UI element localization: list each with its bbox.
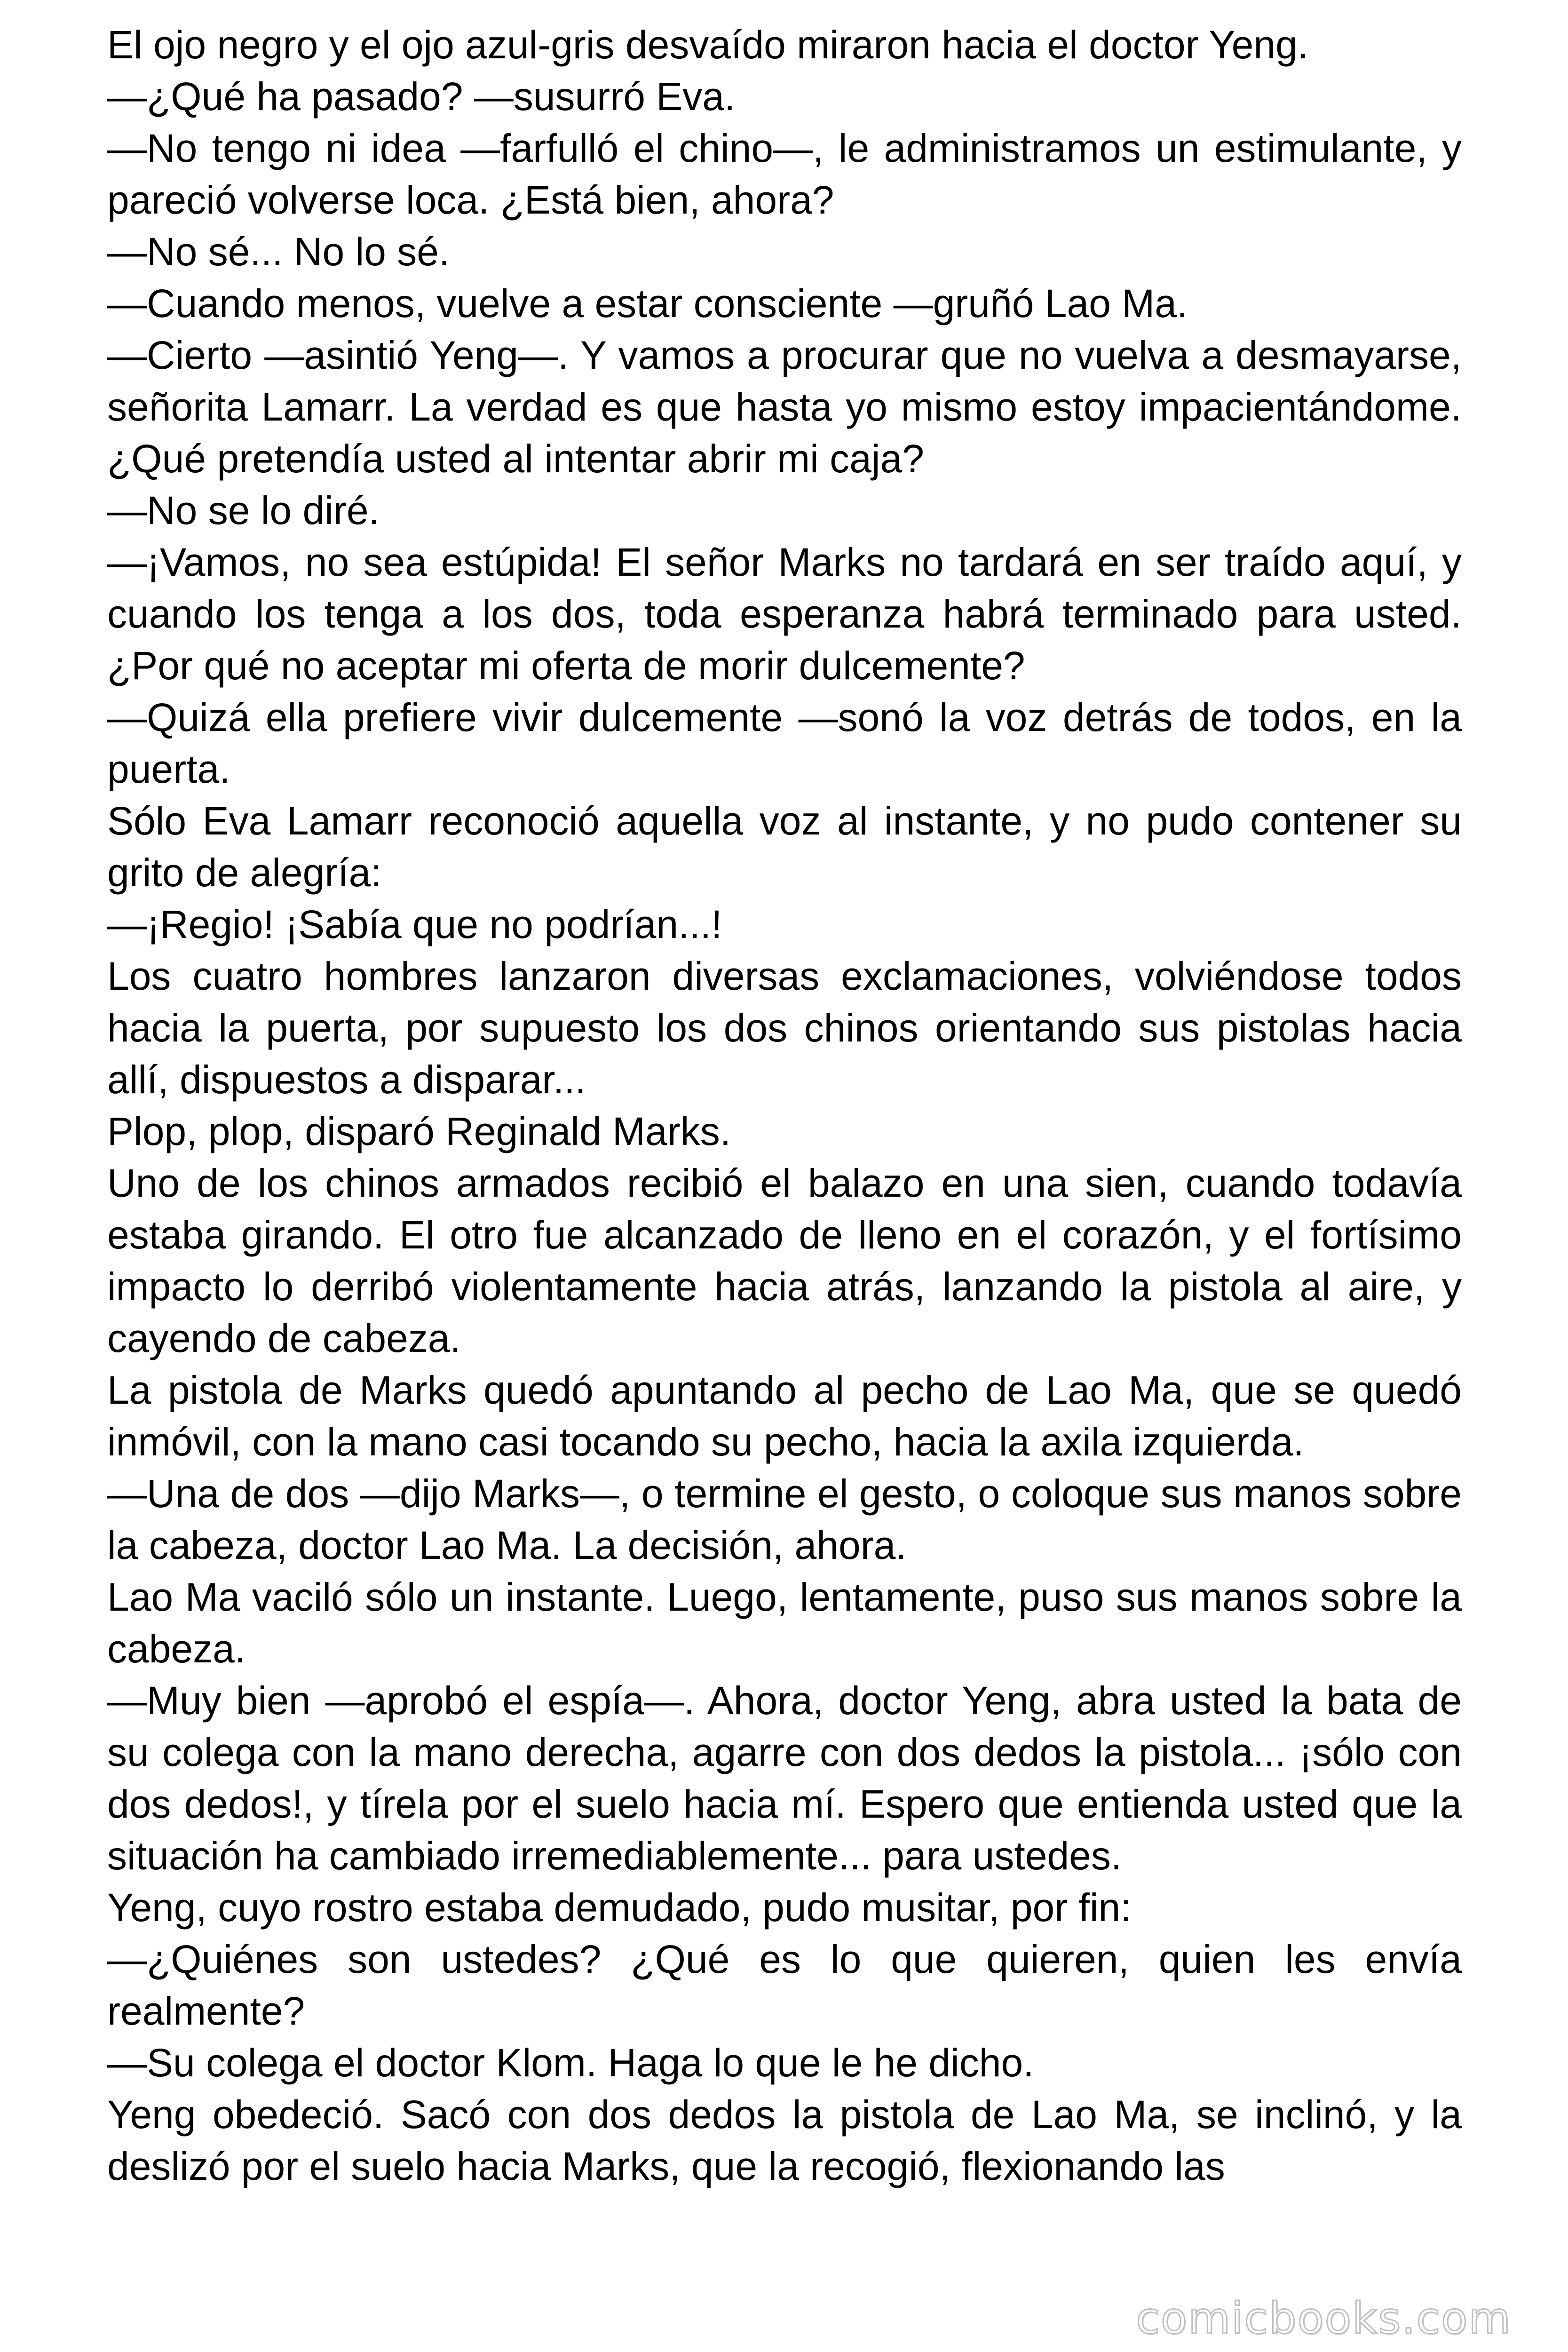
- paragraph: —No tengo ni idea —farfulló el chino—, le administramos un estimulante, y pareció volverse loca. ¿Está bien, ahora?: [107, 126, 1462, 222]
- paragraph: Yeng obedeció. Sacó con dos dedos la pistola de Lao Ma, se inclinó, y la deslizó por el suelo hacia Marks, que la recogió, flexionando las: [107, 2092, 1462, 2188]
- paragraph: —¿Quiénes son ustedes? ¿Qué es lo que quieren, quien les envía realmente?: [107, 1937, 1462, 2033]
- paragraph: Yeng, cuyo rostro estaba demudado, pudo musitar, por fin:: [107, 1885, 1132, 1930]
- paragraph: —Muy bien —aprobó el espía—. Ahora, doctor Yeng, abra usted la bata de su colega con la mano derecha, agarre con dos dedos la pistola... ¡sólo con dos dedos!, y tírela por el suelo hacia mí. Espero que entienda usted que la situación ha cambiado irremediablemente... para ustedes.: [107, 1678, 1462, 1878]
- paragraph: —Quizá ella prefiere vivir dulcemente —sonó la voz detrás de todos, en la puerta.: [107, 695, 1462, 791]
- paragraph: La pistola de Marks quedó apuntando al pecho de Lao Ma, que se quedó inmóvil, con la mano casi tocando su pecho, hacia la axila izquierda.: [107, 1368, 1462, 1464]
- paragraph: —¡Vamos, no sea estúpida! El señor Marks no tardará en ser traído aquí, y cuando los tenga a los dos, toda esperanza habrá terminado para usted. ¿Por qué no aceptar mi oferta de morir dulcemente?: [107, 540, 1462, 688]
- paragraph: El ojo negro y el ojo azul-gris desvaído miraron hacia el doctor Yeng.: [107, 23, 1309, 67]
- page-text: [107, 19, 1462, 2192]
- paragraph: —No se lo diré.: [107, 488, 380, 532]
- paragraph: Los cuatro hombres lanzaron diversas exclamaciones, volviéndose todos hacia la puerta, por supuesto los dos chinos orientando sus pistolas hacia allí, dispuestos a disparar...: [107, 954, 1462, 1102]
- paragraph: —Cuando menos, vuelve a estar consciente —gruñó Lao Ma.: [107, 281, 1188, 326]
- paragraph: Plop, plop, disparó Reginald Marks.: [107, 1109, 731, 1153]
- paragraph: —Cierto —asintió Yeng—. Y vamos a procurar que no vuelva a desmayarse, señorita Lamarr. La verdad es que hasta yo mismo estoy impacientándome. ¿Qué pretendía usted al intentar abrir mi caja?: [107, 333, 1462, 481]
- paragraph: —¡Regio! ¡Sabía que no podrían...!: [107, 902, 722, 946]
- paragraph: Lao Ma vaciló sólo un instante. Luego, lentamente, puso sus manos sobre la cabeza.: [107, 1575, 1462, 1671]
- paragraph: —Una de dos —dijo Marks—, o termine el gesto, o coloque sus manos sobre la cabeza, doctor Lao Ma. La decisión, ahora.: [107, 1471, 1462, 1567]
- paragraph: —¿Qué ha pasado? —susurró Eva.: [107, 74, 736, 119]
- paragraph: Uno de los chinos armados recibió el balazo en una sien, cuando todavía estaba girando. El otro fue alcanzado de lleno en el corazón, y el fortísimo impacto lo derribó violentamente hacia atrás, lanzando la pistola al aire, y cayendo de cabeza.: [107, 1161, 1462, 1360]
- paragraph: —No sé... No lo sé.: [107, 230, 450, 274]
- watermark-logo: comicbooks.com: [1136, 2293, 1512, 2344]
- paragraph: —Su colega el doctor Klom. Haga lo que le he dicho.: [107, 2041, 1034, 2085]
- paragraph: Sólo Eva Lamarr reconoció aquella voz al instante, y no pudo contener su grito de alegría:: [107, 799, 1462, 895]
